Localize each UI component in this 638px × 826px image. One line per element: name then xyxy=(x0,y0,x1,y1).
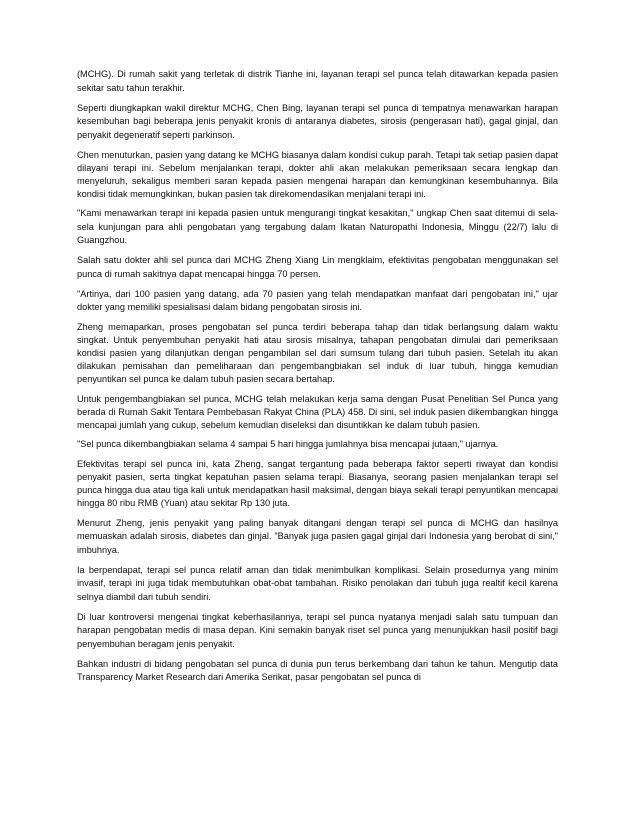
paragraph-8: Untuk pengembangbiakan sel punca, MCHG telah melakukan kerja sama dengan Pusat Penelitian Sel Punca yang berada di Rumah Sakit Tentara Pembebasan Rakyat China (PLA) 458. Di sini, sel induk pasien dikembangkan hingga mencapai jumlah yang cukup, sebelum kemudian diseleksi dan disuntikkan ke dalam tubuh pasien. xyxy=(77,393,558,430)
paragraph-12: Ia berpendapat, terapi sel punca relatif aman dan tidak menimbulkan komplikasi. Selain prosedurnya yang minim invasif, terapi ini juga tidak membutuhkan obat-obat tambahan. Risiko penolakan dari tubuh juga realtif kecil karena selnya diambil dari tubuh sendiri. xyxy=(77,564,558,602)
paragraph-10: Efektivitas terapi sel punca ini, kata Zheng, sangat tergantung pada beberapa faktor seperti riwayat dan kondisi penyakit pasien, serta tingkat kepatuhan pasien selama terapi. Biasanya, seorang pasien menjalankan terapi sel punca hingga dua atau tiga kali untuk mendapatkan hasil maksimal, dengan biaya sekali terapi penyuntikan mencapai hingga 80 ribu RMB (Yuan) atau sekitar Rp 130 juta. xyxy=(77,459,558,508)
paragraph-7: Zheng memaparkan, proses pengobatan sel punca terdiri beberapa tahap dan tidak berlangsung dalam waktu singkat. Untuk penyembuhan penyakit hati atau sirosis misalnya, tahapan pengobatan dimulai dari pemeriksaan kondisi pasien yang dilanjutkan dengan pengambilan sel dari sumsum tulang dari tubuh pasien. Setelah itu akan dilakukan pemisahan dan pemeliharaan dan pengembangbiakan sel induk di luar tubuh, hingga kemudian penyuntikan sel punca ke dalam tubuh pasien secara bertahap. xyxy=(77,322,558,384)
paragraph-1: (MCHG). Di rumah sakit yang terletak di distrik Tianhe ini, layanan terapi sel punca telah ditawarkan kepada pasien sekitar satu tahun terakhir. xyxy=(77,69,558,93)
paragraph-2: Seperti diungkapkan wakil direktur MCHG, Chen Bing, layanan terapi sel punca di tempatnya menawarkan harapan kesembuhan bagi beberapa jenis penyakit kronis di antaranya diabetes, sirosis (pengerasan hati), gagal ginjal, dan penyakit degeneratif seperti parkinson. xyxy=(77,102,558,140)
paragraph-9: "Sel punca dikembangbiakan selama 4 sampai 5 hari hingga jumlahnya bisa mencapai jutaan," ujarnya. xyxy=(77,439,499,449)
document-body xyxy=(77,68,558,691)
paragraph-11: Menurut Zheng, jenis penyakit yang paling banyak ditangani dengan terapi sel punca di MCHG dan hasilnya memuaskan adalah sirosis, diabetes dan ginjal. "Banyak juga pasien gagal ginjal dari Indonesia yang berobat di sini," imbuhnya. xyxy=(77,517,558,555)
paragraph-4: "Kami menawarkan terapi ini kepada pasien untuk mengurangi tingkat kesakitan," ungkap Chen saat ditemui di sela-sela kunjungan para ahli pengobatan yang tergabung dalam Ikatan Naturopathi Indonesia, Minggu (22/7) lalu di Guangzhou. xyxy=(77,208,558,245)
paragraph-3: Chen menuturkan, pasien yang datang ke MCHG biasanya dalam kondisi cukup parah. Tetapi tak setiap pasien dapat dilayani terapi ini. Sebelum menjalankan terapi, dokter ahli akan melakukan pemeriksaan secara lengkap dan menyeluruh, sekaligus memberi saran kepada pasien mengenai harapan dan kemungkinan kesembuhannya. Bila kondisi tidak memungkinkan, bukan pasien tak direkomendasikan menjalani terapi ini. xyxy=(77,149,558,199)
paragraph-5: Salah satu dokter ahli sel punca dari MCHG Zheng Xiang Lin mengklaim, efektivitas pengobatan menggunakan sel punca di rumah sakitnya dapat mencapai hingga 70 persen. xyxy=(77,255,558,279)
paragraph-14: Bahkan industri di bidang pengobatan sel punca di dunia pun terus berkembang dari tahun ke tahun. Mengutip data Transparency Market Research dari Amerika Serikat, pasar pengobatan sel punca di xyxy=(77,658,558,682)
paragraph-13: Di luar kontroversi mengenai tingkat keberhasilannya, terapi sel punca nyatanya menjadi salah satu tumpuan dan harapan pengobatan medis di masa depan. Kini semakin banyak riset sel punca yang menunjukkan hasil positif bagi penyembuhan beragam jenis penyakit. xyxy=(77,611,558,649)
paragraph-6: "Artinya, dari 100 pasien yang datang, ada 70 pasien yang telah mendapatkan manfaat dari pengobatan ini," ujar dokter yang memiliki spesialisasi dalam bidang pengobatan sirosis ini. xyxy=(77,288,558,312)
